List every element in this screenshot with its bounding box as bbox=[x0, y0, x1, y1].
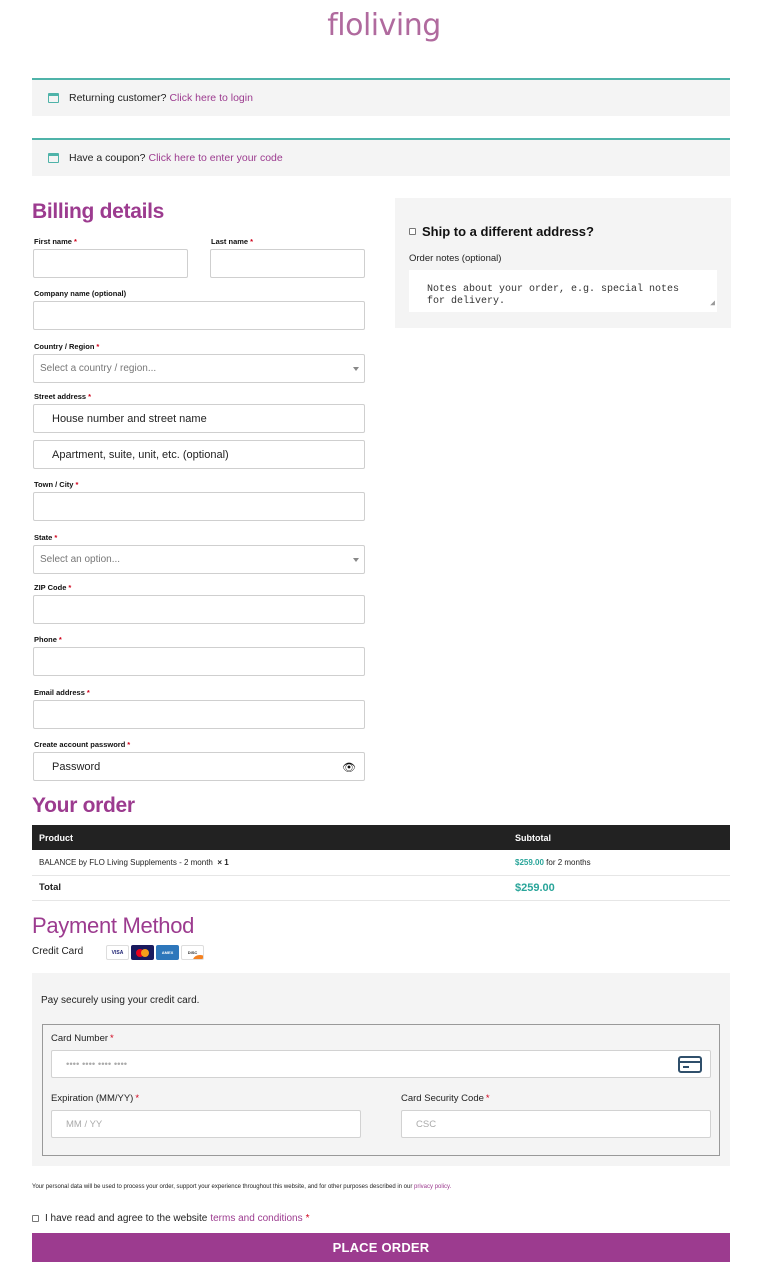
csc-input[interactable]: CSC bbox=[401, 1110, 711, 1138]
city-field[interactable] bbox=[33, 492, 365, 521]
eye-icon[interactable]: 👁 bbox=[342, 762, 356, 774]
state-label: State * bbox=[34, 533, 58, 542]
card-number-label: Card Number * bbox=[51, 1033, 114, 1044]
zip-label: ZIP Code * bbox=[34, 583, 72, 592]
privacy-policy-link[interactable]: privacy policy. bbox=[414, 1184, 452, 1190]
street-address-field[interactable]: House number and street name bbox=[33, 404, 365, 433]
dropdown-caret-icon bbox=[353, 558, 359, 562]
country-label: Country / Region * bbox=[34, 342, 100, 351]
terms-text: I have read and agree to the website bbox=[45, 1213, 208, 1224]
password-field[interactable]: Password 👁 bbox=[33, 752, 365, 781]
csc-label: Card Security Code * bbox=[401, 1093, 490, 1104]
payment-panel bbox=[32, 973, 730, 1166]
discover-icon: DISC bbox=[181, 945, 204, 960]
table-header-row bbox=[32, 825, 730, 850]
total-label: Total bbox=[32, 875, 508, 900]
window-icon bbox=[48, 153, 59, 163]
first-name-label: First name * bbox=[34, 237, 77, 246]
table-row bbox=[32, 850, 730, 875]
amex-icon: AMEX bbox=[156, 945, 179, 960]
billing-details-heading: Billing details bbox=[32, 200, 165, 223]
your-order-heading: Your order bbox=[32, 794, 135, 817]
privacy-notice: Your personal data will be used to process your order, support your experience throughout this website, and for other purposes described in our privacy policy. bbox=[32, 1184, 452, 1190]
terms-link[interactable]: terms and conditions bbox=[210, 1213, 303, 1224]
ship-different-toggle[interactable] bbox=[409, 224, 594, 239]
email-field[interactable] bbox=[33, 700, 365, 729]
street-label: Street address * bbox=[34, 392, 92, 401]
credit-card-label: Credit Card bbox=[32, 946, 84, 957]
state-select[interactable]: Select an option... bbox=[33, 545, 365, 574]
password-label: Create account password * bbox=[34, 740, 131, 749]
order-notes-textarea[interactable]: Notes about your order, e.g. special notes for delivery. ◢ bbox=[409, 270, 717, 312]
apartment-field[interactable]: Apartment, suite, unit, etc. (optional) bbox=[33, 440, 365, 469]
mastercard-icon bbox=[131, 945, 154, 960]
coupon-notice bbox=[32, 138, 730, 176]
card-form bbox=[42, 1024, 720, 1156]
order-notes-label: Order notes (optional) bbox=[409, 253, 502, 264]
ship-different-label: Ship to a different address? bbox=[422, 224, 594, 239]
city-label: Town / City * bbox=[34, 480, 79, 489]
company-label: Company name (optional) bbox=[34, 289, 127, 298]
total-row bbox=[32, 875, 730, 900]
shipping-panel bbox=[395, 198, 731, 328]
returning-customer-notice bbox=[32, 78, 730, 116]
window-icon bbox=[48, 93, 59, 103]
login-link[interactable]: Click here to login bbox=[169, 92, 253, 104]
credit-card-icon bbox=[678, 1056, 702, 1073]
coupon-text: Have a coupon? bbox=[69, 152, 146, 164]
product-column-header: Product bbox=[32, 825, 508, 850]
zip-field[interactable] bbox=[33, 595, 365, 624]
company-field[interactable] bbox=[33, 301, 365, 330]
last-name-field[interactable] bbox=[210, 249, 365, 278]
resize-grip-icon[interactable]: ◢ bbox=[710, 299, 715, 308]
dropdown-caret-icon bbox=[353, 367, 359, 371]
last-name-label: Last name * bbox=[211, 237, 254, 246]
pay-securely-text: Pay securely using your credit card. bbox=[41, 995, 200, 1006]
payment-method-heading: Payment Method bbox=[32, 913, 195, 938]
floliving-logo[interactable]: floliving bbox=[327, 8, 441, 43]
phone-field[interactable] bbox=[33, 647, 365, 676]
email-label: Email address * bbox=[34, 688, 90, 697]
terms-row: I have read and agree to the website terms and conditions * bbox=[32, 1213, 310, 1224]
country-select[interactable]: Select a country / region... bbox=[33, 354, 365, 383]
terms-checkbox[interactable] bbox=[32, 1215, 39, 1222]
expiry-label: Expiration (MM/YY) * bbox=[51, 1093, 140, 1104]
card-brand-logos bbox=[106, 945, 204, 960]
ship-different-checkbox[interactable] bbox=[409, 228, 416, 235]
product-cell: BALANCE by FLO Living Supplements - 2 month × 1 bbox=[32, 850, 508, 875]
returning-customer-text: Returning customer? bbox=[69, 92, 167, 104]
visa-icon: VISA bbox=[106, 945, 129, 960]
subtotal-column-header: Subtotal bbox=[508, 825, 730, 850]
order-table bbox=[32, 825, 730, 901]
total-value-cell: $259.00 bbox=[508, 875, 730, 900]
expiry-input[interactable]: MM / YY bbox=[51, 1110, 361, 1138]
phone-label: Phone * bbox=[34, 635, 62, 644]
subtotal-cell: $259.00 for 2 months bbox=[508, 850, 730, 875]
first-name-field[interactable] bbox=[33, 249, 188, 278]
card-number-input[interactable]: •••• •••• •••• •••• bbox=[51, 1050, 711, 1078]
place-order-button[interactable]: PLACE ORDER bbox=[32, 1233, 730, 1262]
coupon-link[interactable]: Click here to enter your code bbox=[148, 152, 283, 164]
